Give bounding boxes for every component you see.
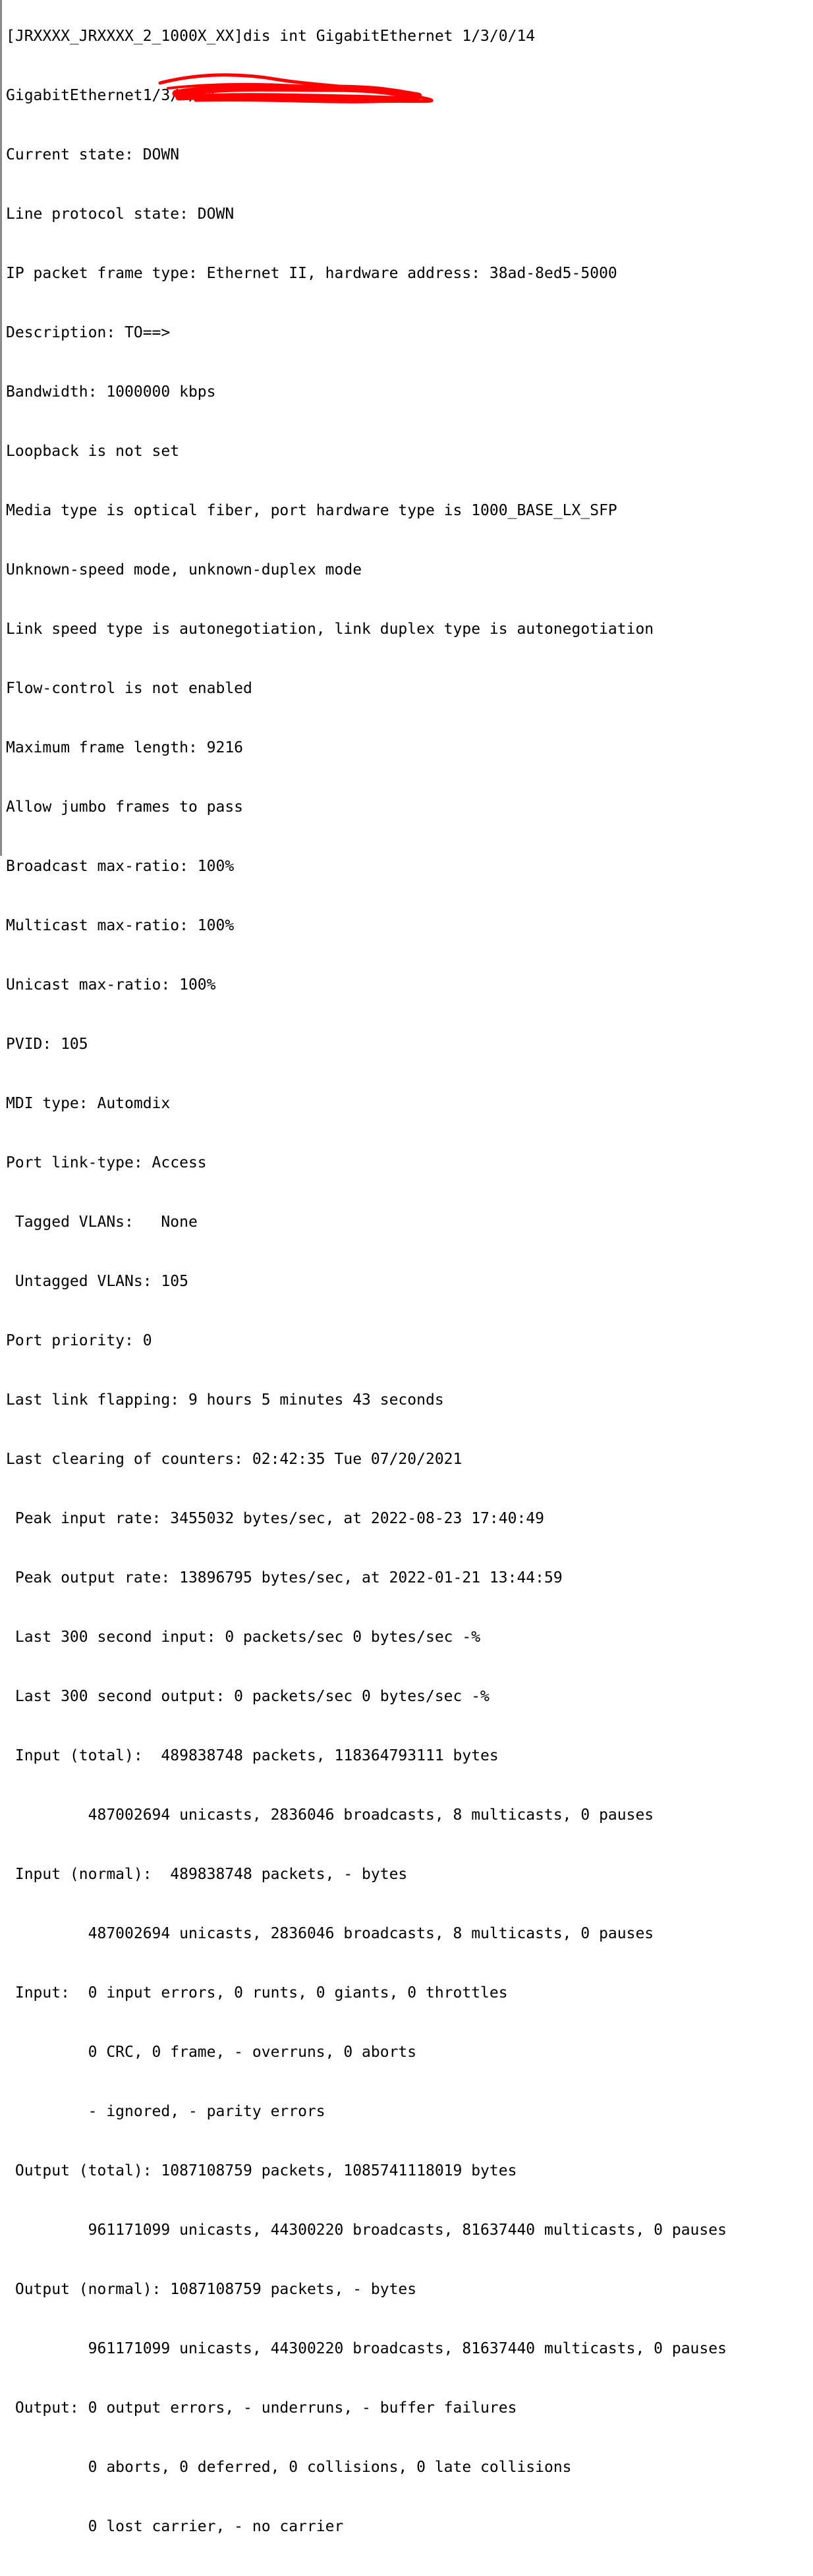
terminal-line-max-frame-length: Maximum frame length: 9216 bbox=[6, 739, 244, 756]
terminal-line-protocol-state: Line protocol state: DOWN bbox=[6, 206, 235, 223]
terminal-line-port-link-type: Port link-type: Access bbox=[6, 1154, 207, 1171]
terminal-line-link-speed-type: Link speed type is autonegotiation, link duplex type is autonegotiation bbox=[6, 621, 654, 638]
terminal-line-mdi-type: MDI type: Automdix bbox=[6, 1095, 171, 1112]
terminal-line-output-normal: Output (normal): 1087108759 packets, - bytes bbox=[6, 2281, 417, 2298]
terminal-line-bandwidth: Bandwidth: 1000000 kbps bbox=[6, 383, 216, 401]
terminal-line-media-type: Media type is optical fiber, port hardware type is 1000_BASE_LX_SFP bbox=[6, 502, 617, 519]
terminal-line-speed-mode: Unknown-speed mode, unknown-duplex mode bbox=[6, 561, 362, 578]
terminal-line-input-normal: Input (normal): 489838748 packets, - bytes bbox=[6, 1866, 408, 1883]
terminal-line-loopback: Loopback is not set bbox=[6, 443, 180, 460]
terminal-line-input-total-detail: 487002694 unicasts, 2836046 broadcasts, 8 multicasts, 0 pauses bbox=[6, 1806, 654, 1824]
terminal-line-output-lost-carrier: 0 lost carrier, - no carrier bbox=[6, 2518, 344, 2535]
terminal-line-multicast-ratio: Multicast max-ratio: 100% bbox=[6, 917, 235, 934]
terminal-line-output-errors: Output: 0 output errors, - underruns, - buffer failures bbox=[6, 2399, 517, 2417]
terminal-output bbox=[6, 0, 727, 2576]
terminal-line-output-total-detail: 961171099 unicasts, 44300220 broadcasts, 81637440 multicasts, 0 pauses bbox=[6, 2222, 727, 2239]
terminal-line-input-normal-detail: 487002694 unicasts, 2836046 broadcasts, 8 multicasts, 0 pauses bbox=[6, 1925, 654, 1942]
terminal-line-port-priority: Port priority: 0 bbox=[6, 1332, 152, 1349]
terminal-line-command: [JRXXXX_JRXXXX_2_1000X_XX]dis int GigabitEthernet 1/3/0/14 bbox=[6, 28, 536, 45]
terminal-line-input-total: Input (total): 489838748 packets, 118364793111 bytes bbox=[6, 1747, 499, 1764]
terminal-line-last-300-input: Last 300 second input: 0 packets/sec 0 bytes/sec -% bbox=[6, 1629, 481, 1646]
terminal-line-tagged-vlans: Tagged VLANs: None bbox=[6, 1214, 198, 1231]
terminal-line-last-link-flapping: Last link flapping: 9 hours 5 minutes 43 seconds bbox=[6, 1391, 444, 1409]
terminal-line-peak-output-rate: Peak output rate: 13896795 bytes/sec, at 2022-01-21 13:44:59 bbox=[6, 1569, 563, 1586]
terminal-line-interface-name: GigabitEthernet1/3/0/14 bbox=[6, 87, 216, 104]
terminal-line-current-state: Current state: DOWN bbox=[6, 146, 180, 163]
terminal-line-input-errors: Input: 0 input errors, 0 runts, 0 giants, 0 throttles bbox=[6, 1984, 508, 2002]
terminal-line-last-clearing: Last clearing of counters: 02:42:35 Tue 07/20/2021 bbox=[6, 1451, 463, 1468]
terminal-line-flow-control: Flow-control is not enabled bbox=[6, 680, 252, 697]
terminal-line-peak-input-rate: Peak input rate: 3455032 bytes/sec, at 2022-08-23 17:40:49 bbox=[6, 1510, 544, 1527]
terminal-line-output-aborts: 0 aborts, 0 deferred, 0 collisions, 0 late collisions bbox=[6, 2459, 572, 2476]
terminal-line-description: Description: TO==> bbox=[6, 324, 171, 341]
terminal-line-untagged-vlans: Untagged VLANs: 105 bbox=[6, 1273, 188, 1290]
terminal-line-broadcast-ratio: Broadcast max-ratio: 100% bbox=[6, 858, 235, 875]
terminal-line-last-300-output: Last 300 second output: 0 packets/sec 0 bytes/sec -% bbox=[6, 1688, 490, 1705]
terminal-line-jumbo-frames: Allow jumbo frames to pass bbox=[6, 798, 244, 816]
terminal-line-input-errors-ignored: - ignored, - parity errors bbox=[6, 2103, 325, 2120]
terminal-line-output-total: Output (total): 1087108759 packets, 1085741118019 bytes bbox=[6, 2162, 517, 2179]
terminal-line-frame-type: IP packet frame type: Ethernet II, hardware address: 38ad-8ed5-5000 bbox=[6, 265, 617, 282]
terminal-line-output-normal-detail: 961171099 unicasts, 44300220 broadcasts, 81637440 multicasts, 0 pauses bbox=[6, 2340, 727, 2357]
terminal-line-unicast-ratio: Unicast max-ratio: 100% bbox=[6, 976, 216, 994]
terminal-line-pvid: PVID: 105 bbox=[6, 1036, 88, 1053]
terminal-line-input-errors-crc: 0 CRC, 0 frame, - overruns, 0 aborts bbox=[6, 2044, 417, 2061]
